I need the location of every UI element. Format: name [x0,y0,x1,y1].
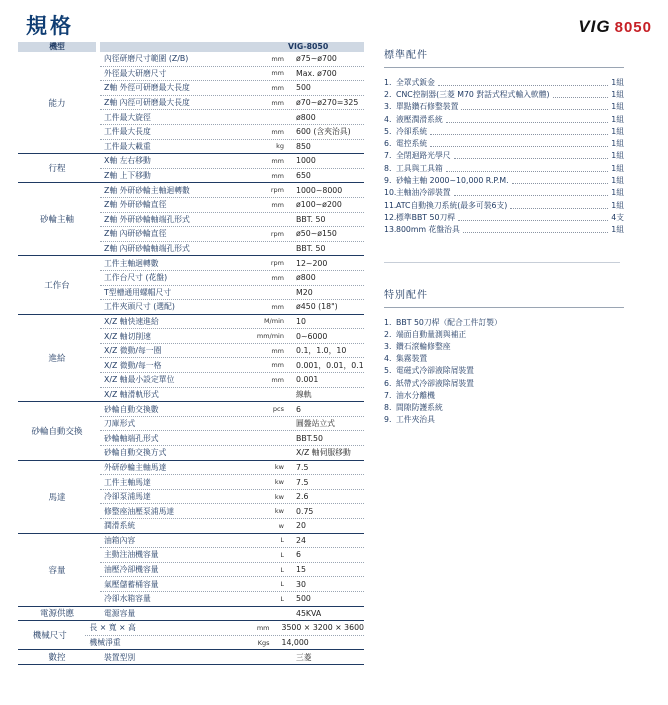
spec-row [100,372,364,387]
spec-row [100,154,364,168]
spec-row [100,489,364,504]
spec-row-value: 14,000 [281,638,309,648]
spec-row-value: BBT.50 [296,433,323,443]
spec-row-value: 850 [296,141,311,151]
spec-row-value: 500 [296,83,311,93]
spec-group-label: 容量 [48,565,66,576]
spec-row-label: X/Z 微動/每一圈 [104,346,162,356]
optional-item [384,389,624,401]
spec-group [18,315,364,403]
optional-item-text: 紙帶式冷卻液除屑裝置 [396,378,474,388]
spec-group [18,183,364,256]
spec-group-label: 進給 [48,353,66,364]
spec-row-unit: mm [271,171,284,180]
spec-row-unit: mm [271,127,284,136]
spec-header-model-value: VIG-8050 [280,42,364,52]
spec-row [100,474,364,489]
spec-group-label: 機械尺寸 [32,631,67,642]
spec-row-value: 0.1，1.0，10 [296,346,347,356]
spec-row-value: 30 [296,579,306,589]
optional-item-number: 8. [384,402,392,412]
spec-row-value: M20 [296,287,313,297]
standard-item-number: 2. [384,89,392,99]
standard-item-text: ATC自動換刀系統(最多可裝6支) [396,200,508,210]
spec-row-unit: mm [271,54,284,63]
standard-item [384,211,624,223]
standard-item-qty: 4支 [611,212,624,222]
spec-header [18,42,364,52]
spec-row [100,562,364,577]
standard-item-qty: 1組 [611,163,624,173]
spec-row [100,285,364,300]
spec-row-unit: kw [274,478,284,487]
spec-row-unit: kw [274,507,284,516]
standard-item-text: 單點鑽石修整裝置 [396,102,459,112]
optional-item [384,365,624,377]
spec-row-label: 工件最大旋徑 [104,112,151,122]
standard-item-text: 800mm 花盤治具 [396,225,460,235]
spec-row-label: 潤滑系統 [104,521,136,531]
spec-row [100,591,364,606]
optional-item [384,316,624,328]
standard-item-qty: 1組 [611,139,624,149]
spec-row-value: ø70~ø270=325 [296,98,359,108]
spec-row [100,518,364,533]
spec-row-unit: L [280,580,284,589]
optional-item-text: 端面自動量測與補正 [396,329,467,339]
spec-row [100,445,364,460]
spec-group-label: 數控 [48,653,66,664]
spec-row [100,124,364,139]
spec-row [100,315,364,329]
spec-row-unit: mm [271,200,284,209]
standard-item-qty: 1組 [611,114,624,124]
standard-item-text: 工具與工具箱 [396,163,443,173]
spec-row-unit: mm [271,346,284,355]
spec-row-value: Max. ø700 [296,68,337,78]
spec-row-label: Z軸 內研砂輪直徑 [104,229,167,239]
standard-item-text: 液壓潤滑系統 [396,114,443,124]
standard-item-number: 1. [384,77,392,87]
optional-item-number: 7. [384,390,392,400]
spec-row-value: 圓盤站立式 [296,419,335,429]
spec-group [18,402,364,460]
spec-row-label: X軸 左右移動 [104,156,151,166]
spec-row-value: ø800 [296,273,316,283]
standard-item [384,199,624,211]
standard-item-number: 8. [384,163,392,173]
spec-row-unit: mm [271,375,284,384]
standard-item-number: 5. [384,126,392,136]
brand-name: VIG [578,17,611,36]
spec-row-value: X/Z 軸伺服移動 [296,448,351,458]
spec-row [100,109,364,124]
standard-item [384,150,624,162]
standard-item-qty: 1組 [611,200,624,210]
standard-item-number: 3. [384,102,392,112]
spec-row [100,80,364,95]
spec-row-value: ø100~ø200 [296,200,342,210]
spec-row-label: T型槽通用螺帽尺寸 [104,287,172,297]
spec-row-label: 油壓冷卻機容量 [104,565,159,575]
standard-item-number: 6. [384,139,392,149]
standard-item-number: 10. [384,188,397,198]
spec-row-label: 電源容量 [104,608,136,618]
spec-row-value: 6 [296,404,301,414]
brand-model: 8050 [614,19,652,36]
spec-row [100,52,364,66]
spec-row [100,168,364,183]
optional-item-number: 5. [384,366,392,376]
optional-item-number: 1. [384,317,392,327]
standard-item [384,137,624,149]
spec-group-label: 砂輪自動交換 [31,426,83,437]
spec-row-unit: M/min [263,317,284,326]
spec-row [100,387,364,402]
standard-item [384,174,624,186]
spec-row-label: 冷卻水箱容量 [104,594,151,604]
spec-row-unit: mm [271,156,284,165]
spec-row [100,357,364,372]
spec-row-value: 12~200 [296,258,328,268]
standard-item-text: 砂輪主軸 2000~10,000 R.P.M. [396,176,509,186]
spec-row-value: 24 [296,535,306,545]
dot-leader [454,152,609,159]
dot-leader [438,79,608,86]
spec-row-value: 三菱 [296,652,312,662]
spec-row [100,212,364,227]
standard-item-qty: 1組 [611,176,624,186]
spec-row-unit: L [280,594,284,603]
spec-row-label: 機械淨重 [89,638,121,648]
standard-item [384,113,624,125]
spec-row [100,241,364,256]
spec-row-label: Z軸 外研砂輪直徑 [104,200,167,210]
spec-row-unit: L [280,550,284,559]
spec-group [18,52,364,154]
spec-row-label: 外徑最大研磨尺寸 [104,68,167,78]
spec-row-value: BBT. 50 [296,244,326,254]
standard-item [384,162,624,174]
standard-item-qty: 1組 [611,225,624,235]
standard-item-text: 全罩式鈑金 [396,77,435,87]
spec-row [100,328,364,343]
spec-row-label: 冷卻泵浦馬達 [104,492,151,502]
spec-row-value: 500 [296,594,311,604]
standard-item-qty: 1組 [611,102,624,112]
dot-leader [454,189,609,196]
spec-row-unit: mm [271,302,284,311]
spec-row [100,95,364,110]
standard-item-number: 11. [384,200,397,210]
spec-row-label: 工件夾頭尺寸 (選配) [104,302,175,312]
spec-row-label: X/Z 軸快速進給 [104,316,159,326]
spec-row-unit: mm [271,98,284,107]
spec-row-label: 裝置型別 [104,652,136,662]
optional-item-number: 2. [384,329,392,339]
dot-leader [446,116,608,123]
spec-row-value: 20 [296,521,306,531]
spec-row [100,416,364,431]
standard-item-text: 冷卻系統 [396,126,428,136]
optional-item-text: BBT 50刀桿（配合工件訂製） [396,317,502,327]
spec-row [100,270,364,285]
spec-row-unit: mm [271,83,284,92]
optional-item-text: 鑽石滾輪修整座 [396,341,451,351]
spec-row-label: 修整座油壓泵浦馬達 [104,506,175,516]
dot-leader [512,177,609,184]
spec-row-unit: rpm [270,186,284,195]
spec-row-label: 內徑研磨尺寸範圍 (Z/B) [104,54,189,64]
spec-row-label: Z軸 內徑可研磨最大長度 [104,98,190,108]
standard-item [384,88,624,100]
standard-accessories [384,46,624,236]
optional-item-number: 6. [384,378,392,388]
optional-item-text: 油水分離機 [396,390,435,400]
spec-header-model-label: 機型 [18,42,96,52]
spec-row-value: 1000~8000 [296,185,343,195]
standard-item-number: 13. [384,225,397,235]
spec-row-label: X/Z 軸切削速 [104,331,151,341]
standard-item-qty: 1組 [611,77,624,87]
page-title: 規格 [26,14,74,38]
dot-leader [463,226,608,233]
spec-row-label: 油箱內容 [104,535,136,545]
spec-row-label: 長 × 寬 × 高 [89,623,136,633]
standard-item-number: 12. [384,212,397,222]
spec-group-label: 工作台 [44,281,70,291]
spec-row-label: 外研砂輪主軸馬達 [104,462,167,472]
standard-item [384,101,624,113]
spec-row-label: 工件最大載重 [104,141,151,151]
spec-row-value: 0~6000 [296,331,328,341]
spec-group [18,607,364,622]
spec-row [100,139,364,154]
spec-row [100,226,364,241]
optional-item [384,401,624,413]
spec-row [100,503,364,518]
optional-accessories [384,286,624,426]
spec-group-label: 能力 [48,98,66,109]
spec-row-unit: L [280,536,284,545]
spec-row-value: ø800 [296,112,316,122]
spec-row-value: 6 [296,550,301,560]
optional-accessories-title: 特別配件 [384,290,428,301]
spec-table [18,42,364,665]
brand-logo [578,17,652,37]
optional-item-text: 電磁式冷卻液除屑裝置 [396,366,474,376]
optional-item [384,328,624,340]
dot-leader [510,202,608,209]
spec-row-value: BBT. 50 [296,214,326,224]
spec-row [100,461,364,475]
spec-row-label: Z軸 外徑可研磨最大長度 [104,83,190,93]
section-divider [384,262,620,263]
spec-row-label: Z軸 外研砂輪主軸迴轉數 [104,185,190,195]
spec-group [18,621,364,650]
spec-row-label: 工作台尺寸 (花盤) [104,273,168,283]
spec-row-label: X/Z 微動/每一格 [104,360,162,370]
spec-group-label: 行程 [48,164,66,175]
standard-accessories-title: 標準配件 [384,50,428,61]
spec-group [18,461,364,534]
spec-row-label: X/Z 軸最小設定單位 [104,375,175,385]
standard-item-qty: 1組 [611,126,624,136]
spec-row-value: 1000 [296,156,316,166]
standard-item [384,187,624,199]
spec-row-value: 3500 × 3200 × 3600 [281,623,364,633]
spec-row [100,343,364,358]
optional-item-text: 工件夾治具 [396,415,435,425]
spec-group-label: 電源供應 [39,609,74,620]
spec-row-value: ø450 (18") [296,302,338,312]
standard-item [384,125,624,137]
spec-group [18,650,364,665]
spec-row [100,547,364,562]
spec-row-unit: kw [274,463,284,472]
standard-item [384,76,624,88]
spec-row-value: 45KVA [296,608,322,618]
spec-row-label: 工件主軸迴轉數 [104,258,159,268]
spec-row-unit: mm [271,361,284,370]
spec-row [100,197,364,212]
spec-row-value: 7.5 [296,477,309,487]
standard-item-number: 9. [384,176,392,186]
spec-row-value: 線軌 [296,389,312,399]
spec-row-unit: mm [256,623,270,632]
dot-leader [430,128,608,135]
spec-row [85,621,364,635]
optional-item [384,353,624,365]
spec-row [100,607,364,621]
dot-leader [461,103,608,110]
spec-row-label: 主動注油機容量 [104,550,159,560]
spec-row-value: 0.75 [296,506,314,516]
spec-row-value: ø50~ø150 [296,229,337,239]
standard-item-number: 7. [384,151,392,161]
spec-group [18,534,364,607]
spec-row-unit: rpm [270,259,284,268]
spec-row-label: 工件主軸馬達 [104,477,151,487]
optional-item [384,414,624,426]
spec-row-label: 刀庫形式 [104,419,136,429]
spec-row-label: Z軸 上下移動 [104,171,151,181]
spec-group-label: 砂輪主軸 [39,215,74,226]
standard-item-text: 主軸油冷卻裝置 [396,188,451,198]
spec-row [100,66,364,81]
spec-row-value: 650 [296,171,311,181]
spec-row-value: 10 [296,316,306,326]
spec-row-label: 砂輪自動交換方式 [104,448,167,458]
spec-row-value: 0.001 [296,375,319,385]
standard-item-qty: 1組 [611,188,624,198]
spec-row-label: Z軸 內研砂輪軸端孔形式 [104,244,190,254]
standard-item-text: CNC控制器(三菱 M70 對話式程式輸入軟體) [396,89,550,99]
spec-row-value: 600 (含夾治具) [296,127,351,137]
spec-row [100,534,364,548]
spec-row-unit: Kgs [257,638,270,647]
spec-row-unit: L [280,565,284,574]
standard-item-text: 全閉迴路光學尺 [396,151,451,161]
standard-item-qty: 1組 [611,151,624,161]
spec-row-unit: kg [276,142,284,151]
spec-row-value: 7.5 [296,462,309,472]
dot-leader [458,214,608,221]
optional-item [384,377,624,389]
spec-row-value: 0.001，0.01，0.1 [296,360,364,370]
spec-row [85,635,364,650]
spec-row [100,183,364,197]
spec-row-value: 15 [296,565,306,575]
optional-item-text: 間隙防護系統 [396,402,443,412]
dot-leader [446,165,608,172]
standard-item-text: 標準BBT 50刀桿 [396,212,456,222]
spec-row-label: 氣壓儲蓄桶容量 [104,579,159,589]
spec-row-label: 工件最大長度 [104,127,151,137]
optional-item [384,340,624,352]
spec-row [100,576,364,591]
spec-row [100,430,364,445]
spec-row-label: X/Z 軸滑軌形式 [104,389,159,399]
spec-row-unit: w [278,521,284,530]
spec-row-label: 砂輪軸端孔形式 [104,433,159,443]
dot-leader [430,140,608,147]
spec-row-label: 砂輪自動交換數 [104,404,159,414]
spec-row-label: Z軸 外研砂輪軸端孔形式 [104,214,190,224]
spec-row-unit: pcs [272,405,284,414]
spec-row [100,650,364,664]
spec-row-unit: rpm [270,229,284,238]
optional-item-text: 集霧裝置 [396,354,428,364]
spec-row-unit: mm [271,273,284,282]
spec-row-unit: kw [274,492,284,501]
standard-item-qty: 1組 [611,89,624,99]
spec-row [100,299,364,314]
standard-item-text: 電控系統 [396,139,428,149]
optional-item-number: 3. [384,341,392,351]
spec-row-unit: mm/min [256,332,284,341]
optional-item-number: 9. [384,415,392,425]
spec-group [18,256,364,314]
spec-row-value: 2.6 [296,492,309,502]
spec-row-unit: mm [271,69,284,78]
spec-row-value: ø75~ø700 [296,54,337,64]
dot-leader [553,91,609,98]
spec-row [100,256,364,270]
standard-item-number: 4. [384,114,392,124]
spec-row [100,402,364,416]
optional-item-number: 4. [384,354,392,364]
spec-group-label: 馬達 [48,492,66,503]
standard-item [384,224,624,236]
spec-group [18,154,364,183]
